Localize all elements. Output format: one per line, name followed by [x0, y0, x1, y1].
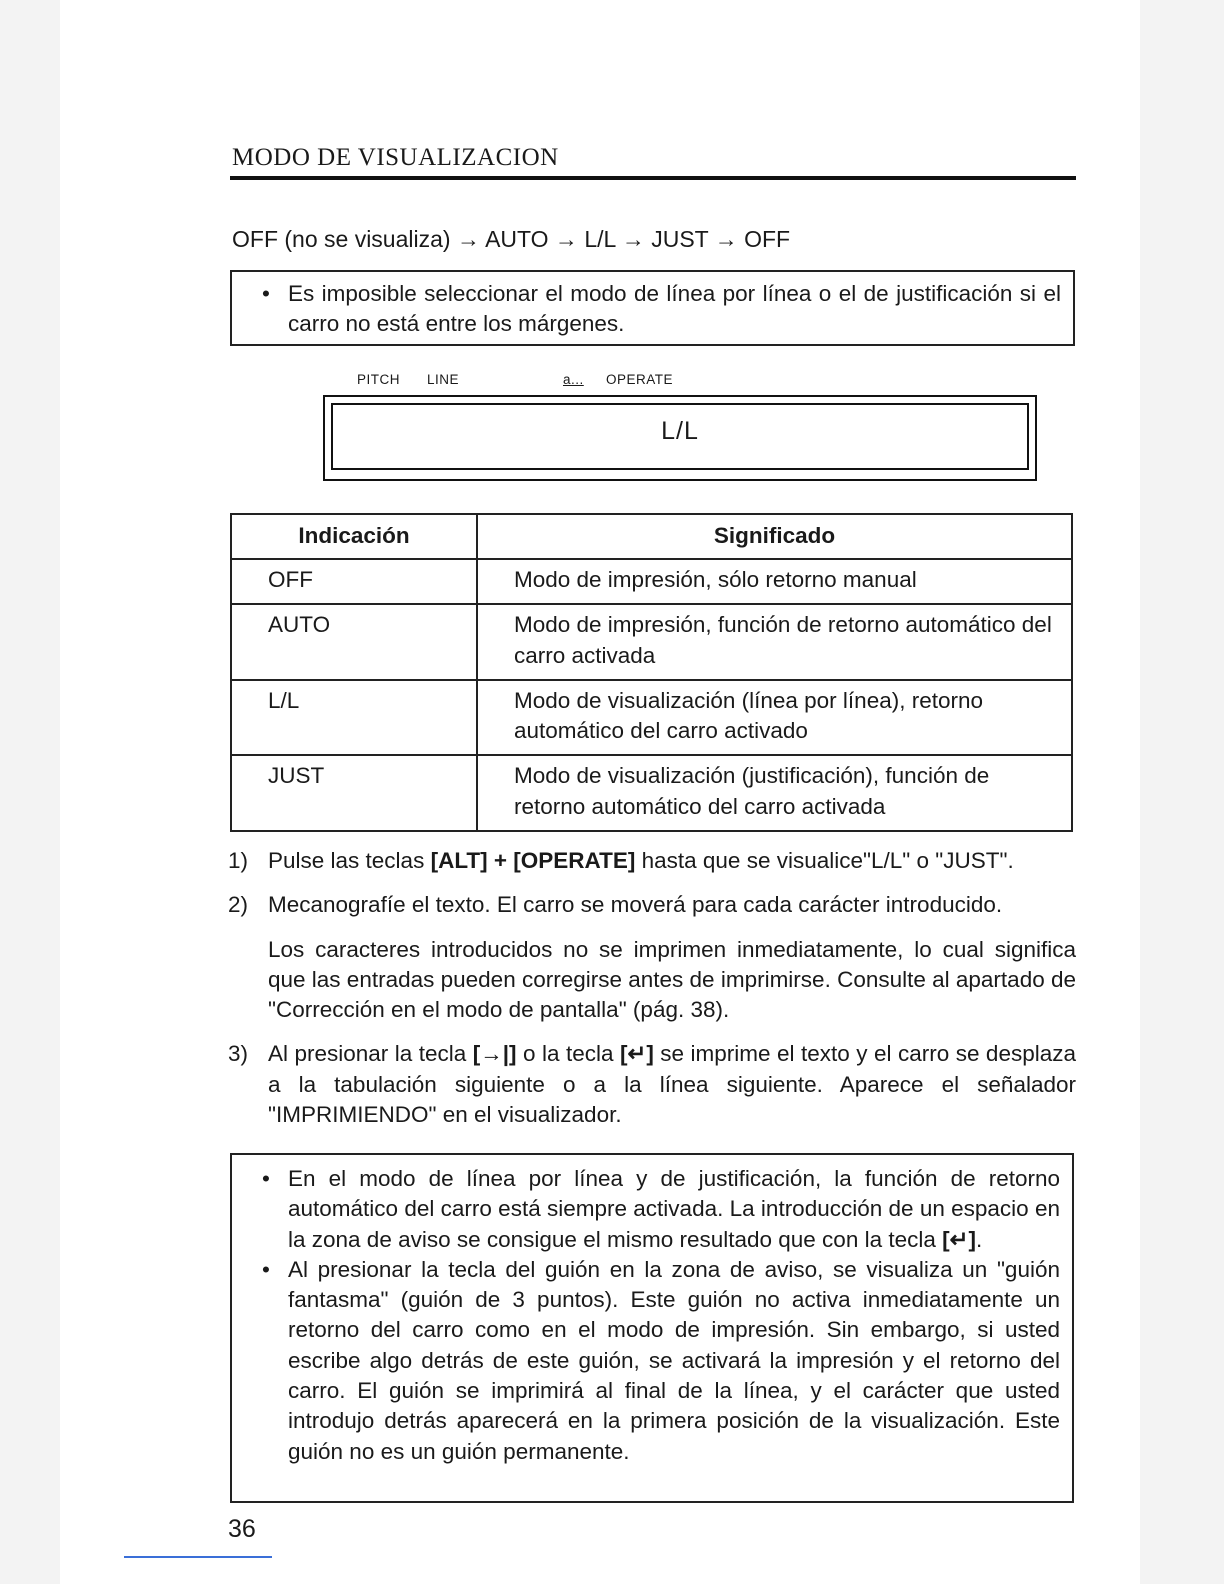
- note-text: .: [975, 1226, 983, 1252]
- table-cell-meaning: Modo de visualización (justificación), función de retorno automático del carro activada: [477, 755, 1072, 831]
- step-3: [228, 1039, 1076, 1130]
- indicator-operate: OPERATE: [606, 372, 674, 387]
- steps-list: [228, 846, 1076, 1144]
- title-rule: [230, 176, 1076, 180]
- table-cell-meaning: Modo de impresión, función de retorno automático del carro activada: [477, 604, 1072, 680]
- footer-link-line: [124, 1556, 272, 1558]
- return-key-icon: [↵]: [619, 1041, 654, 1067]
- mode-sequence: OFF (no se visualiza) → AUTO → L/L → JUST → OFF: [232, 226, 791, 252]
- table-cell-indication: JUST: [231, 755, 477, 831]
- step-text-part: o la tecla: [516, 1041, 620, 1067]
- step-text-part: Pulse las teclas: [268, 848, 431, 873]
- note-top-text: • Es imposible seleccionar el modo de línea por línea o el de justificación si el carro no está entre los márgenes.: [262, 279, 1061, 340]
- table-row: [231, 604, 1072, 680]
- table-cell-indication: AUTO: [231, 604, 477, 680]
- note-box-bottom: [230, 1153, 1074, 1503]
- step-number: 1): [228, 848, 249, 873]
- return-key-icon: [↵]: [942, 1226, 976, 1252]
- step-text: [268, 846, 1076, 876]
- table-row: [231, 559, 1072, 604]
- step-number: 2): [228, 892, 249, 918]
- note-text: En el modo de línea por línea y de justificación, la función de retorno automático del carro está siempre activada. La introducción de un espacio en la zona de aviso se consigue el mismo resultado que con la tecla: [288, 1166, 1060, 1252]
- lcd-screen: [331, 403, 1029, 470]
- table-cell-indication: OFF: [231, 559, 477, 604]
- step-text: [268, 1039, 1076, 1130]
- table-header-row: [231, 514, 1072, 559]
- page-number: 36: [228, 1515, 256, 1543]
- key-combination: [ALT] + [OPERATE]: [430, 848, 636, 873]
- step-text-part: hasta que se visualice"L/L" o "JUST".: [635, 848, 1014, 873]
- table-header-meaning: Significado: [477, 514, 1072, 559]
- table-row: [231, 680, 1072, 756]
- lcd-display: [323, 395, 1037, 481]
- section-title: MODO DE VISUALIZACION: [232, 144, 559, 171]
- step-1: [228, 846, 1076, 876]
- step-text-part: Al presionar la tecla: [268, 1041, 473, 1067]
- mode-table: [230, 513, 1073, 832]
- step-text: Mecanografíe el texto. El carro se moverá para cada carácter introducido.: [268, 892, 1003, 918]
- note-box-top: [230, 270, 1075, 346]
- note-bullet-2: • Al presionar la tecla del guión en la zona de aviso, se visualiza un "guión fantasma" (guión de 3 puntos). Este guión no activa inmediatamente un retorno del carro como en el modo de impresión. Sin embargo, si usted escribe algo detrás de este guión, se activará la impresión y el retorno del carro. El guión se imprimirá al final de la línea, y el carácter que usted introdujo detrás aparecerá en la primera posición de la visualización. Este guión no es un guión permanente.: [262, 1255, 1060, 1467]
- indicator-pitch: PITCH: [357, 372, 400, 387]
- step-2: [228, 890, 1076, 1025]
- table-cell-indication: L/L: [231, 680, 477, 756]
- table-header-indication: Indicación: [231, 514, 477, 559]
- step-number: 3): [228, 1041, 249, 1067]
- step-text-part: se imprime el texto y el carro se desplaza a la tabulación siguiente o a la línea siguiente. Aparece el señalador "IMPRIMIENDO" en el visualizador.: [268, 1041, 1076, 1128]
- table-cell-meaning: Modo de impresión, sólo retorno manual: [477, 559, 1072, 604]
- indicator-a: a...: [563, 372, 584, 387]
- step-extra-text: Los caracteres introducidos no se imprimen inmediatamente, lo cual significa que las entradas pueden corregirse antes de imprimirse. Consulte al apartado de "Corrección en el modo de pantalla" (pág. 38).: [268, 936, 1076, 1023]
- note-bullet-1: [262, 1164, 1060, 1255]
- table-cell-meaning: Modo de visualización (línea por línea), retorno automático del carro activado: [477, 680, 1072, 756]
- lcd-text: L/L: [661, 417, 699, 445]
- indicator-line: LINE: [427, 372, 460, 387]
- table-row: [231, 755, 1072, 831]
- tab-key-icon: [→|]: [472, 1041, 517, 1067]
